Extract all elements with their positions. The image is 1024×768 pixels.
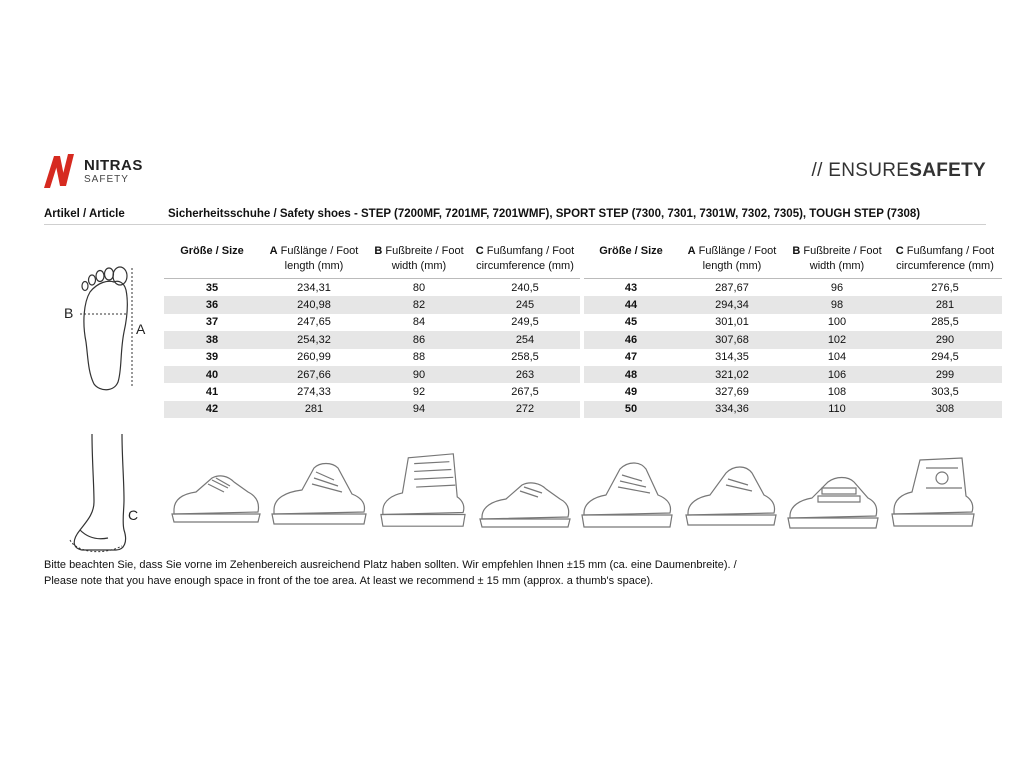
table-row: 42 281 94 272 bbox=[164, 401, 580, 418]
table-row: 47 314,35 104 294,5 bbox=[624, 351, 959, 364]
brand-subtitle: SAFETY bbox=[84, 173, 129, 185]
label-b: B bbox=[64, 305, 74, 321]
header-foot-circumference: C Fußumfang / Foot circumference (mm) bbox=[475, 245, 575, 272]
velcro-shoe-icon bbox=[782, 458, 882, 548]
slogan bbox=[812, 160, 986, 182]
table-row: 39 260,99 88 258,5 bbox=[205, 351, 539, 364]
table-row: 35 234,31 80 240,5 bbox=[164, 279, 580, 297]
dial-boot-icon bbox=[886, 448, 978, 538]
table-row: 43 287,67 96 276,5 bbox=[584, 279, 1002, 297]
nitras-logo-icon bbox=[40, 152, 78, 190]
header-foot-length: A Fußlänge / Foot length (mm) bbox=[687, 245, 777, 272]
fitting-note bbox=[44, 557, 737, 589]
article-description: Sicherheitsschuhe / Safety shoes - STEP (7200MF, 7201MF, 7201WMF), SPORT STEP (7300, 7301, 7301W, 7302, 7305), TOUGH STEP (7308) bbox=[168, 208, 921, 220]
header-foot-circumference: C Fußumfang / Foot circumference (mm) bbox=[895, 245, 995, 272]
slogan-bold: SAFETY bbox=[909, 160, 986, 181]
table-row: 44 294,34 98 281 bbox=[584, 296, 1002, 313]
table-row: 36 240,98 82 245 bbox=[164, 296, 580, 313]
brand-logo bbox=[40, 152, 143, 190]
slogan-prefix: // ENSURE bbox=[811, 160, 910, 181]
header-foot-width: B Fußbreite / Foot width (mm) bbox=[792, 245, 882, 272]
table-row: 40 267,66 90 263 bbox=[164, 366, 580, 383]
high-boot-icon bbox=[374, 446, 470, 536]
header-size: Größe / Size bbox=[180, 245, 244, 257]
note-line-english: Please note that you have enough space in front of the toe area. At least we recommend ± 15 mm (approx. a thumb's space). bbox=[44, 575, 654, 587]
label-c: C bbox=[128, 507, 139, 523]
sport-shoe-icon bbox=[476, 460, 572, 550]
foot-top-view-diagram bbox=[58, 262, 148, 392]
table-row: 48 321,02 106 299 bbox=[584, 366, 1002, 383]
table-row: 46 307,68 102 290 bbox=[584, 331, 1002, 348]
header-size: Größe / Size bbox=[599, 245, 663, 257]
table-row: 41 274,33 92 267,5 bbox=[205, 386, 539, 399]
sport-mid-shoe-icon bbox=[680, 452, 780, 542]
mid-boot-icon bbox=[576, 452, 676, 542]
table-row: 37 247,65 84 249,5 bbox=[205, 316, 539, 329]
note-line-german: Bitte beachten Sie, dass Sie vorne im Zehenbereich ausreichend Platz haben sollten. Wir empfehlen Ihnen ±15 mm (ca. eine Daumenbreite). / bbox=[44, 559, 737, 571]
foot-side-view-diagram bbox=[58, 430, 148, 558]
table-row: 49 327,69 108 303,5 bbox=[624, 386, 959, 399]
label-a: A bbox=[136, 321, 146, 337]
low-shoe-icon bbox=[168, 448, 264, 538]
low-shoe-laced-icon bbox=[268, 448, 372, 538]
header-foot-length: A Fußlänge / Foot length (mm) bbox=[269, 245, 359, 272]
size-table-right bbox=[584, 244, 1002, 418]
brand-name: NITRAS bbox=[84, 156, 143, 174]
table-row: 50 334,36 110 308 bbox=[584, 401, 1002, 418]
header-foot-width: B Fußbreite / Foot width (mm) bbox=[374, 245, 464, 272]
article-line bbox=[44, 206, 986, 225]
table-row: 45 301,01 100 285,5 bbox=[624, 316, 959, 329]
size-table-left bbox=[164, 244, 580, 418]
article-label: Artikel / Article bbox=[44, 208, 125, 220]
table-row: 38 254,32 86 254 bbox=[164, 331, 580, 348]
